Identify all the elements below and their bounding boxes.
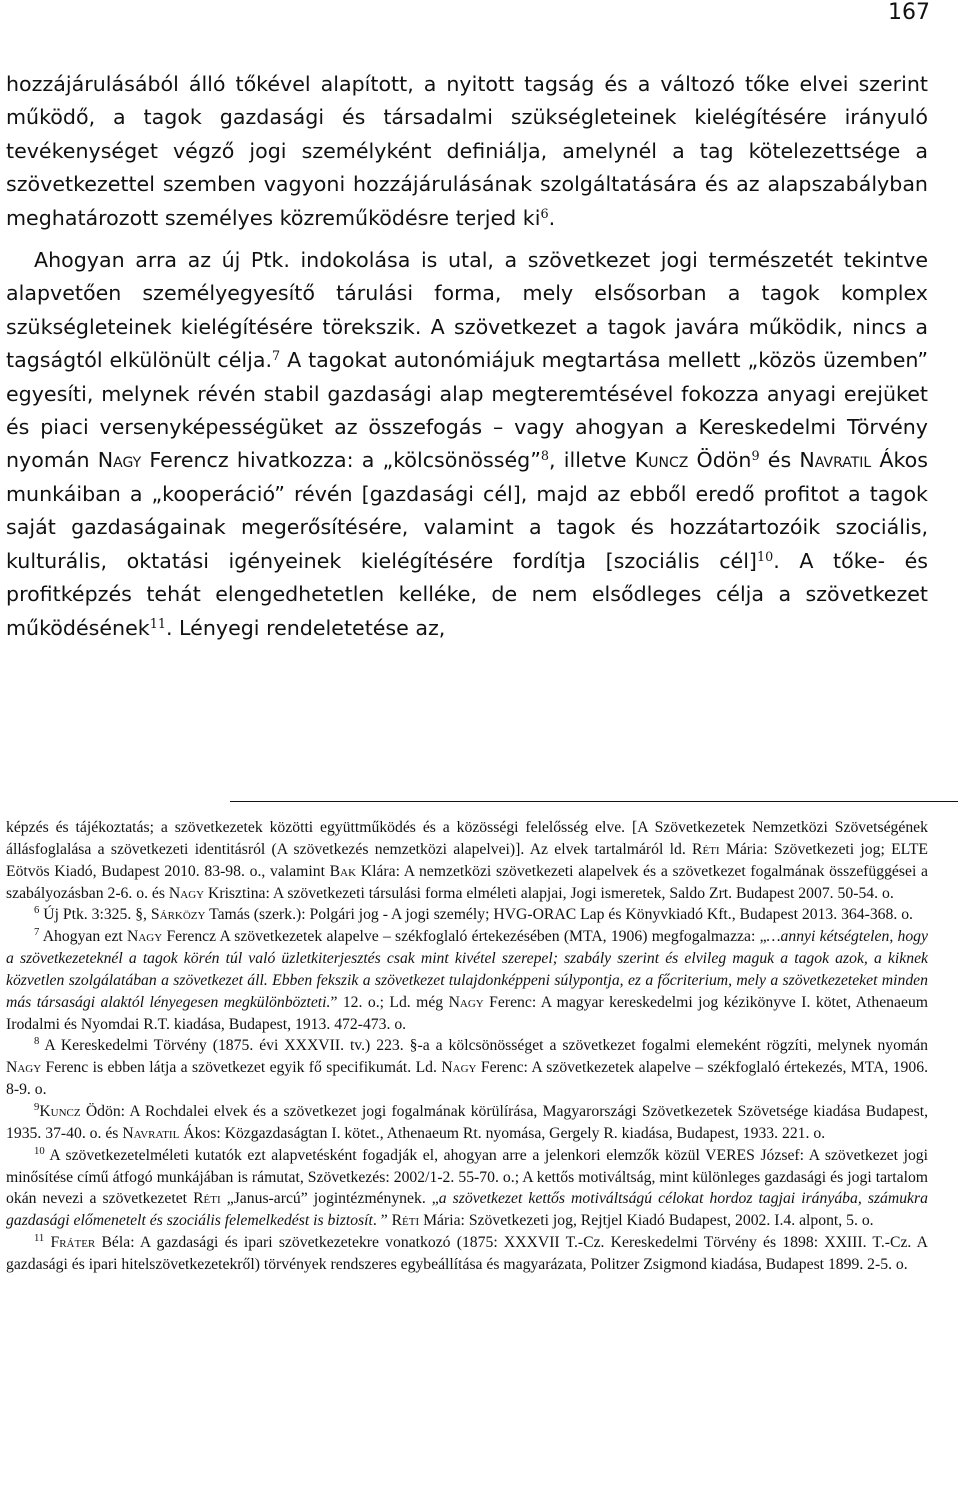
author-name: Réti [391, 1212, 420, 1230]
author-name: Nagy [97, 448, 142, 473]
author-name: Réti [692, 840, 720, 858]
footnote-ref-11[interactable]: 11 [149, 616, 166, 632]
footnote-number: 10 [34, 1144, 45, 1157]
author-name: Kuncz [634, 448, 689, 473]
paragraph-2: Ahogyan arra az új Ptk. indokolása is utal, a szövetkezet jogi természetét tekintve alapvetően személyegyesítő tárulási forma, mely elsősorban a tagok komplex szükségleteinek kielégítésére törekszik. A szövetkezet a tagok javára működik, nincs a tagságtól elkülönült célja.$^7$ A tagokat autonómiájuk megtartása mellett „közös üzemben” egyesíti, melynek révén stabil gazdasági alap megteremtésével fokozza anyagi erejüket és piaci versenyképességüket az összefogás – vagy ahogyan a Kereskedelmi Törvény nyomán Nagy Ferencz hivatkozza: a „kölcsönösség”$^8$, illetve Kuncz Ödön$^9$ és Navratil Ákos munkáiban a „kooperáció” révén [gazdasági cél], majd az ebből eredő profitot a tagok saját gazdaságainak megerősítésére, valamint a tagok és hozzátartozóik szociális, kulturális, oktatási igényeinek kielégítésére fordítja [szociális cél]$^{10}$. A tőke- és profitképzés tehát elengedhetetlen kelléke, de nem elsődleges célja a szövetkezet működésének$^{11}$. Lényegi rendeletetése az, [6, 248, 929, 640]
footnote-separator [230, 801, 958, 802]
footnote-10: $^{10}$ A szövetkezetelméleti kutatók ezt alapvetésként fogadják el, ahogyan arre a jelenkori elemzők közül VERES József: A szövetkezet jogi minősítése című átfogó munkájában is rámutat, Szövetkezés: 2002/1-2. 55-70. o.; A kettős motiváltság, mint különleges gazdasági és jogi tartalom okán nevezi a szövetkezetet Réti „Janus-arcú” jogintézménynek. „a szövetkezet kettős motiváltságú célokat hordoz tagjai irányába, számukra gazdasági előmenetelt és szociális felemelkedést is biztosít. ” Réti Mária: Szövetkezeti jog, Rejtjel Kiadó Budapest, 2002. I.4. alpont, 5. o. [6, 1144, 928, 1230]
paragraph-1: hozzájárulásából álló tőkével alapított, a nyitott tagság és a változó tőke elvei szerint működő, a tagok gazdasági és társadalmi szükségleteinek kielégítésére irányuló tevékenységet végző jogi személyként definiálja, amelynél a tag kötelezettsége a szövetkezettel szemben vagyoni hozzájárulásának szolgáltatására és az alapszabályban meghatározott személyes közreműködésre terjed $ki^6$. [6, 72, 928, 230]
author-name: Réti [193, 1190, 221, 1208]
footnote-number: 9 [34, 1101, 40, 1114]
footnote-number: 11 [34, 1232, 45, 1245]
author-name: Nagy [6, 1059, 42, 1077]
author-name: Nagy [448, 993, 484, 1011]
author-name: Bak [329, 862, 357, 880]
footnote-continuation: képzés és tájékoztatás; a szövetkezetek közötti együttműködés és a közösségi felelősség elve. [A Szövetkezetek Nemzetközi Szövetségének állásfoglalása a szövetkezeti identitásról (A szövetkezés nemzetközi alapelvei)]. Az elvek tartalmáról ld. Réti Mária: Szövetkezeti jog; ELTE Eötvös Kiadó, Budapest 2010. 83-98. o., valamint Bak Klára: A nemzetközi szövetkezeti alapelvek és a szövetkezet fogalmának összefüggései a szabályozásban 2-6. o. és Nagy Krisztina: A szövetkezeti társulási forma elméleti alapjai, Jogi ismeretek, Saldo Zrt. Budapest 2007. 50-54. o. [6, 819, 928, 902]
footnote-ref-7[interactable]: 7 [272, 349, 281, 365]
author-name: Nagy [168, 884, 205, 902]
author-name: Navratil [799, 448, 872, 473]
footnote-11: $^{11}$ Fráter Béla: A gazdasági és ipari szövetkezetekre vonatkozó (1875: XXXVII T.-Cz. Kereskedelmi Törvény és 1898: XXIII. T.-Cz. A gazdasági és ipari hitelszövetkezetekről) törvények rendszeres egybeállítása és magyarázata, Politzer Zsigmond kiadása, Budapest 1899. 2-5. o. [6, 1232, 929, 1273]
footnote-number: 8 [34, 1035, 40, 1048]
footnote-ref-9[interactable]: 9 [751, 449, 760, 465]
main-text [6, 68, 928, 645]
footnote-7: $^7$ Ahogyan ezt Nagy Ferencz A szövetkezetek alapelve – székfoglaló értekezésében (MTA, 1906) megfogalmazza: „…annyi kétségtelen, hogy a szövetkezeteknél a tagok körén túl való üzletkiterjesztés csak mint kivétel szerepel; szabály szerint és elvileg maguk a tagok azok, a kiknek közvetlen szolgálatában a szövetkezet áll. Ebben fekszik a szövetkezet tulajdonképpeni súlypontja, ez a főcriterium, mely a szövetkezeteket minden más társasági alaktól lényegesen megkülönbözteti.” 12. o.; Ld. még Nagy Ferenc: A magyar kereskedelmi jog kézikönyve I. kötet, Athenaeum Irodalmi és Nyomdai R.T. kiadása, Budapest, 1913. 472-473. o. [6, 926, 928, 1033]
author-name: Sárközy [150, 906, 206, 924]
footnote-9: $^9$Kuncz Ödön: A Rochdalei elvek és a szövetkezet jogi fogalmának körülírása, Magyarországi Szövetkezetek Szövetsége kiadása Budapest, 1935. 37-40. o. és Navratil Ákos: Közgazdaságtan I. kötet., Athenaeum Rt. nyomása, Gergely R. kiadása, Budapest, 1933. 221. o. [6, 1101, 928, 1142]
footnote-number: 7 [34, 926, 40, 939]
quotation: a szövetkezet kettős motiváltságú célokat hordoz tagjai irányába, számukra gazdasági előmenetelt és szociális felemelkedést is biztosít [6, 1190, 928, 1230]
footnote-ref-10[interactable]: 10 [756, 549, 774, 565]
quotation: …annyi kétségtelen, hogy a szövetkezeteknél a tagok körén túl való üzletkiterjesztés csak mint kivétel szerepel; szabály szerint és elvileg maguk a tagok azok, a kiknek közvetlen szolgálatában a szövetkezet áll. Ebben fekszik a szövetkezet tulajdonképpeni súlypontja, ez a főcriterium, mely a szövetkezeteket minden más társasági alaktól lényegesen megkülönbözteti. [6, 928, 928, 1011]
page-number: 167 [888, 0, 930, 25]
author-name: Navratil [122, 1124, 180, 1142]
footnote-6: $^6$ Új Ptk. 3:325. §, Sárközy Tamás (szerk.): Polgári jog - A jogi személy; HVG-ORAC Lap és Könyvkiadó Kft., Budapest 2013. 364-368. o. [34, 904, 913, 924]
footnote-number: 6 [34, 904, 40, 917]
author-name: Fráter [50, 1234, 96, 1252]
footnotes [6, 817, 928, 1276]
author-name: Nagy [441, 1059, 477, 1077]
footnote-ref-8[interactable]: 8 [540, 449, 550, 465]
author-name: Nagy [127, 928, 163, 946]
footnote-8: $^8$ A Kereskedelmi Törvény (1875. évi XXXVII. tv.) 223. §-a a kölcsönösséget a szövetkezet fogalmi elemeként rögzíti, melynek nyomán Nagy Ferenc is ebben látja a szövetkezet egyik fő specifikumát. Ld. Nagy Ferenc: A szövetkezetek alapelve – székfoglaló értekezés, MTA, 1906. 8-9. o. [6, 1035, 929, 1099]
author-name: Kuncz [39, 1102, 81, 1120]
footnote-ref-6[interactable]: 6 [540, 206, 549, 222]
